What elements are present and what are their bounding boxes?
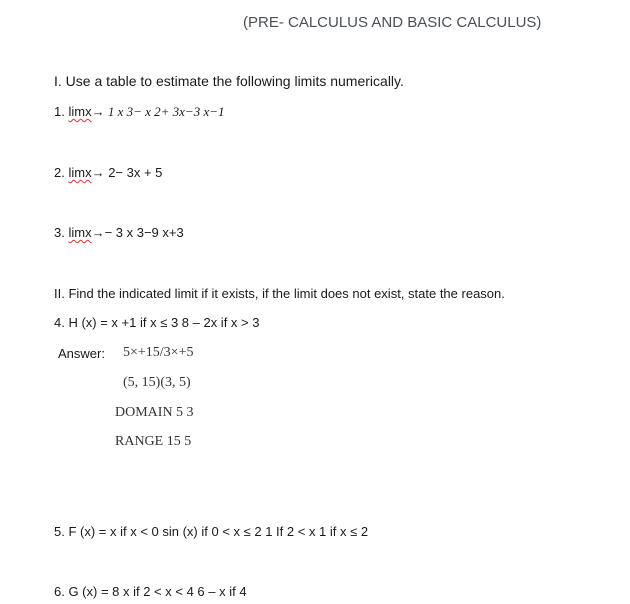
question-5: 5. F (x) = x if x < 0 sin (x) if 0 < x ≤ 2 1 If 2 < x 1 if x ≤ 2	[54, 524, 369, 539]
section2-heading: II. Find the indicated limit if it exists, if the limit does not exist, state the reason.	[54, 286, 505, 301]
question-2-expression: 2− 3x + 5	[104, 165, 163, 180]
question-2	[54, 165, 162, 181]
answer-expression: 5×+15/3×+5	[123, 345, 194, 360]
arrow-icon: →	[91, 165, 105, 180]
arrow-icon: →	[91, 104, 105, 119]
question-3-lim: limx	[68, 225, 92, 240]
question-3	[54, 225, 184, 241]
answer-domain: DOMAIN 5 3	[115, 405, 194, 420]
question-4: 4. H (x) = x +1 if x ≤ 3 8 – 2x if x > 3	[54, 315, 260, 330]
question-1-lim: limx	[68, 104, 92, 119]
question-6: 6. G (x) = 8 x if 2 < x < 4 6 – x if 4	[54, 584, 247, 599]
question-1-expression: 1 x 3− x 2+ 3x−3 x−1	[104, 104, 225, 119]
question-1-number: 1.	[54, 104, 65, 119]
question-2-lim: limx	[68, 165, 92, 180]
question-3-expression: − 3 x 3−9 x+3	[104, 225, 184, 240]
arrow-icon: →	[91, 225, 105, 240]
answer-range: RANGE 15 5	[115, 434, 192, 449]
answer-points: (5, 15)(3, 5)	[123, 375, 191, 390]
document-title: (PRE- CALCULUS AND BASIC CALCULUS)	[243, 14, 542, 31]
answer-label: Answer:	[58, 346, 105, 361]
question-1	[54, 104, 225, 120]
question-2-number: 2.	[54, 165, 65, 180]
question-3-number: 3.	[54, 225, 65, 240]
section1-heading: I. Use a table to estimate the following limits numerically.	[54, 73, 404, 89]
